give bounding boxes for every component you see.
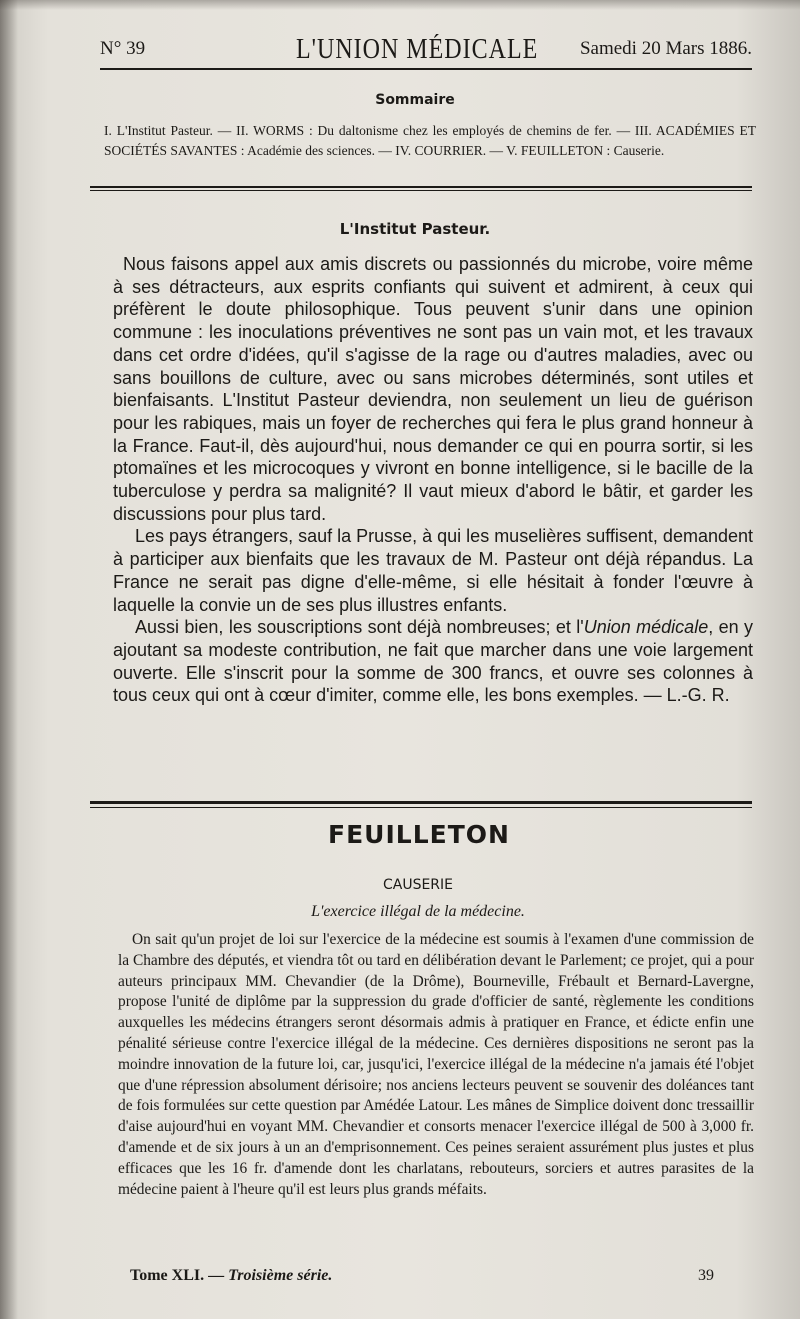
tome-number: Tome XLI. — bbox=[130, 1267, 229, 1284]
journal-name-italic: Union médicale bbox=[583, 617, 709, 638]
causerie-subtitle: L'exercice illégal de la médecine. bbox=[311, 903, 525, 920]
sommaire-rule-top bbox=[90, 186, 752, 188]
article-title: L'Institut Pasteur. bbox=[339, 220, 491, 238]
page-number: 39 bbox=[698, 1267, 714, 1284]
tome-label bbox=[130, 1267, 332, 1285]
causerie-heading: CAUSERIE bbox=[382, 877, 454, 893]
issue-number: N° 39 bbox=[100, 38, 146, 59]
feuilleton-rule-top bbox=[90, 801, 752, 804]
sommaire-title: Sommaire bbox=[375, 92, 455, 108]
feuilleton-rule-bottom bbox=[90, 807, 752, 808]
page-header bbox=[100, 34, 752, 66]
feuilleton-paragraph-1: On sait qu'un projet de loi sur l'exercice de la médecine est soumis à l'examen d'une commission de la Chambre des députés, et viendra tôt ou tard en délibération devant le Parlement; ce projet, qui a pour auteurs principaux MM. Chevandier (de la Drôme), Bourneville, Frébault et Bernard-Lavergne, propose l'unité de diplôme par la suppression du grade d'officier de santé, règlemente les conditions auxquelles les médecins étrangers seront désormais admis à pratiquer en France, et édicte enfin une pénalité sérieuse contre l'exercice illégal de la médecine. Ces dernières dispositions ne seront pas la moindre innovation de la future loi, car, jusqu'ici, l'exercice illégal de la médecine n'a jamais été l'objet que d'une répression absolument dérisoire; nos anciens lecteurs peuvent se souvenir des doléances tant de fois formulées sur cette question par Amédée Latour. Les mânes de Simplice doivent donc tressaillir d'aise aujourd'hui en voyant MM. Chevandier et consorts menacer l'exercice illégal de 500 à 3,000 fr. d'amende et de six jours à un an d'emprisonnement. Ces peines seraient assurément plus justes et plus efficaces que les 16 fr. d'amende dont les charlatans, rebouteurs, sorciers et autres parasites de la médecine paient à l'heure qu'il est leurs plus grands méfaits. bbox=[118, 931, 754, 1198]
top-edge-shadow bbox=[0, 0, 800, 10]
feuilleton-title: FEUILLETON bbox=[328, 820, 510, 849]
feuilleton-body bbox=[118, 930, 754, 1200]
article-paragraph-3-start: Aussi bien, les souscriptions sont déjà nombreuses; et l' bbox=[135, 617, 584, 638]
header-rule bbox=[100, 68, 752, 70]
issue-date: Samedi 20 Mars 1886. bbox=[579, 38, 752, 59]
article-body bbox=[113, 253, 753, 707]
article-paragraph-3 bbox=[113, 616, 753, 707]
journal-title: L'UNION MÉDICALE bbox=[296, 34, 539, 66]
article-paragraph-3-end: , en y ajoutant sa modeste contribution, ne fait que marcher dans une voie largement ouverte. Elle s'inscrit pour la somme de 300 francs, et ouvre ses colonnes à tous ceux qui ont à cœur d'imiter, comme elle, les bons exemples. — L.-G. R. bbox=[113, 617, 753, 706]
article-paragraph-2: Les pays étrangers, sauf la Prusse, à qui les muselières suffisent, demandent à participer aux bienfaits que les travaux de M. Pasteur ont déjà répandus. La France ne serait pas digne d'elle-même, si elle hésitait à fonder l'œuvre à laquelle la convie un de ses plus illustres enfants. bbox=[113, 526, 754, 615]
sommaire-rule-bottom bbox=[90, 190, 752, 191]
binding-shadow bbox=[0, 0, 18, 1319]
article-paragraph-1: Nous faisons appel aux amis discrets ou passionnés du microbe, voire même à ses détracteurs, aux esprits confiants qui suivent et admirent, à ceux qui préfèrent le doute philosophique. Tous peuvent s'unir dans une opinion commune : les inoculations préventives ne sont pas un vain mot, et les travaux dans cet ordre d'idées, qu'il s'agisse de la rage ou d'autres maladies, avec ou sans bouillons de culture, avec ou sans microbes déterminés, sont utiles et bienfaisants. L'Institut Pasteur deviendra, non seulement un lieu de guérison pour les rabiques, mais un foyer de recherches qui fera le plus grand honneur à la France. Faut-il, dès aujourd'hui, nous demander ce qui en pourra sortir, si les ptomaïnes et les microcoques y vivront en bonne intelligence, si le bacille de la tuberculose y perdra sa malignité? Il vaut mieux d'abord le bâtir, et garder les discussions pour plus tard. bbox=[113, 254, 753, 524]
sommaire-text: I. L'Institut Pasteur. — II. WORMS : Du daltonisme chez les employés de chemins de fer. — III. ACADÉMIES ET SOCIÉTÉS SAVANTES : Académie des sciences. — IV. COURRIER. — V. FEUILLETON : Causerie. bbox=[104, 123, 756, 158]
serie-label: Troisième série. bbox=[228, 1267, 333, 1284]
